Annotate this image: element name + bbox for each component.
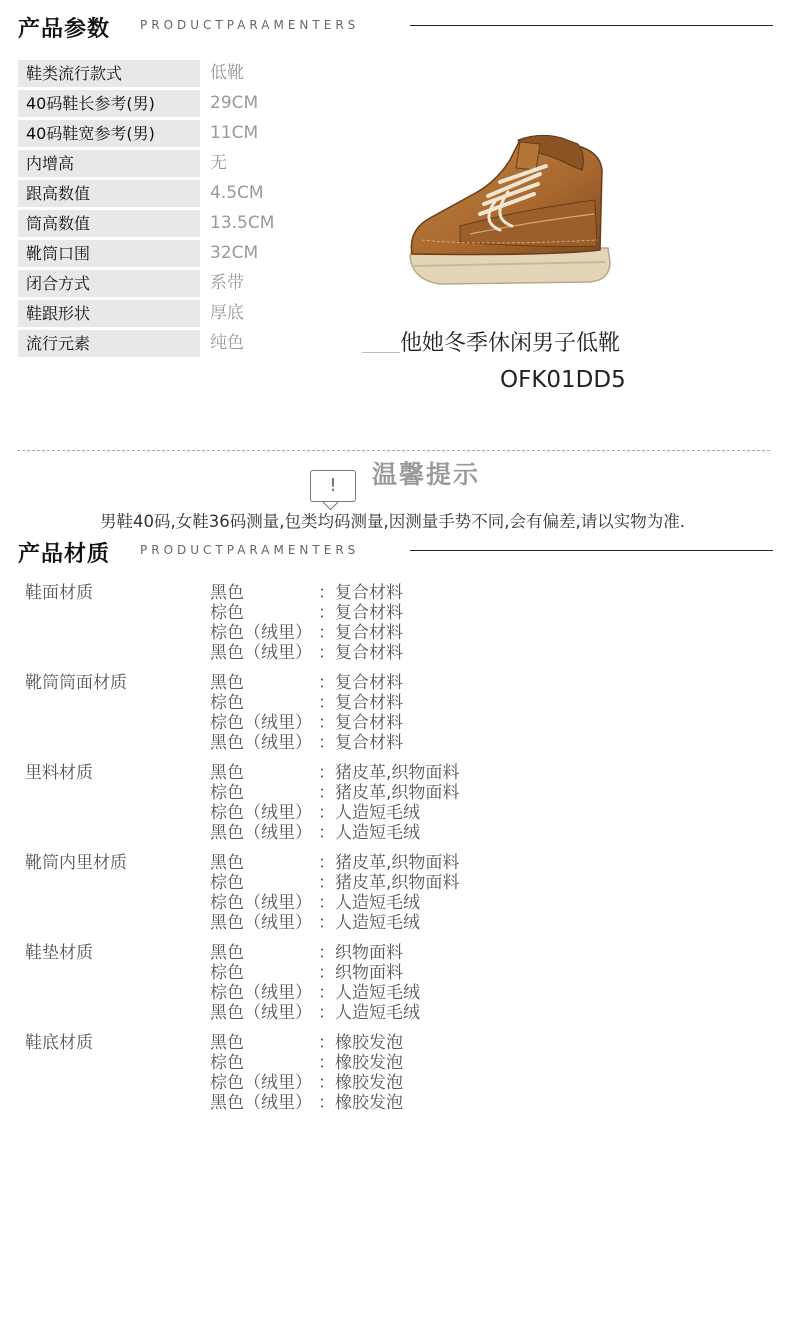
params-section-subtitle: PRODUCTPARAMENTERS <box>140 18 360 32</box>
param-key: 靴筒口围 <box>18 240 200 267</box>
material-color: 黑色（绒里） <box>210 733 312 753</box>
param-key: 筒高数值 <box>18 210 200 237</box>
material-group <box>25 673 725 763</box>
param-value: 32CM <box>210 243 259 263</box>
material-color: 棕色（绒里） <box>210 893 312 913</box>
param-key: 鞋跟形状 <box>18 300 200 327</box>
material-color: 棕色 <box>210 873 244 893</box>
material-value: ：人造短毛绒 <box>318 1003 420 1023</box>
param-row <box>18 240 318 270</box>
material-line <box>210 1033 403 1053</box>
material-line <box>210 893 420 913</box>
material-value: ：猪皮革,织物面料 <box>318 783 460 803</box>
material-line <box>210 643 403 663</box>
material-value: ：人造短毛绒 <box>318 913 420 933</box>
param-row <box>18 270 318 300</box>
param-key: 跟高数值 <box>18 180 200 207</box>
material-name: 鞋底材质 <box>25 1033 93 1053</box>
param-row <box>18 180 318 210</box>
material-color: 棕色（绒里） <box>210 623 312 643</box>
material-color: 黑色（绒里） <box>210 1093 312 1113</box>
param-value: 厚底 <box>210 303 244 323</box>
material-line <box>210 873 459 893</box>
material-value: ：橡胶发泡 <box>318 1053 403 1073</box>
material-color: 黑色 <box>210 583 244 603</box>
material-name: 靴筒内里材质 <box>25 853 127 873</box>
param-row <box>18 120 318 150</box>
material-color: 棕色 <box>210 783 244 803</box>
material-color: 黑色 <box>210 673 244 693</box>
material-color: 黑色（绒里） <box>210 823 312 843</box>
material-value: ：橡胶发泡 <box>318 1073 403 1093</box>
material-line <box>210 673 403 693</box>
param-value: 纯色 <box>210 333 244 353</box>
material-value: ：复合材料 <box>318 583 403 603</box>
material-line <box>210 623 403 643</box>
material-group <box>25 1033 725 1123</box>
materials-list <box>25 583 725 1123</box>
param-row <box>18 330 318 360</box>
param-key: 闭合方式 <box>18 270 200 297</box>
material-value: ：猪皮革,织物面料 <box>318 873 460 893</box>
material-value: ：人造短毛绒 <box>318 983 420 1003</box>
product-name: 他她冬季休闲男子低靴 <box>400 331 621 356</box>
param-row <box>18 60 318 90</box>
material-line <box>210 693 403 713</box>
material-value: ：织物面料 <box>318 943 403 963</box>
material-color: 棕色（绒里） <box>210 713 312 733</box>
materials-section-subtitle: PRODUCTPARAMENTERS <box>140 543 360 557</box>
params-header-rule <box>410 25 773 26</box>
material-line <box>210 853 459 873</box>
material-line <box>210 733 403 753</box>
material-line <box>210 983 420 1003</box>
param-row <box>18 210 318 240</box>
notice-divider <box>17 450 770 451</box>
param-key: 40码鞋长参考(男) <box>18 90 200 117</box>
exclamation-bubble-icon: ! <box>310 470 356 502</box>
material-color: 黑色 <box>210 943 244 963</box>
material-value: ：人造短毛绒 <box>318 823 420 843</box>
material-color: 黑色 <box>210 763 244 783</box>
material-line <box>210 1003 420 1023</box>
material-value: ：猪皮革,织物面料 <box>318 763 460 783</box>
param-value: 低靴 <box>210 63 244 83</box>
material-line <box>210 943 403 963</box>
material-value: ：复合材料 <box>318 693 403 713</box>
material-line <box>210 603 403 623</box>
material-line <box>210 823 420 843</box>
material-group <box>25 583 725 673</box>
param-row <box>18 300 318 330</box>
material-color: 黑色（绒里） <box>210 913 312 933</box>
param-value: 无 <box>210 153 227 173</box>
param-value: 29CM <box>210 93 259 113</box>
material-name: 鞋垫材质 <box>25 943 93 963</box>
material-line <box>210 583 403 603</box>
material-value: ：织物面料 <box>318 963 403 983</box>
material-color: 棕色（绒里） <box>210 803 312 823</box>
material-color: 棕色 <box>210 603 244 623</box>
param-value: 系带 <box>210 273 244 293</box>
material-line <box>210 1073 403 1093</box>
material-name: 靴筒筒面材质 <box>25 673 127 693</box>
notice-title: 温馨提示 <box>372 460 481 489</box>
material-color: 黑色（绒里） <box>210 643 312 663</box>
material-name: 里料材质 <box>25 763 93 783</box>
material-value: ：复合材料 <box>318 713 403 733</box>
product-name-rule <box>362 352 400 353</box>
material-line <box>210 783 459 803</box>
material-color: 棕色（绒里） <box>210 983 312 1003</box>
material-line <box>210 713 403 733</box>
material-line <box>210 1093 403 1113</box>
material-line <box>210 963 403 983</box>
material-group <box>25 763 725 853</box>
param-key: 内增高 <box>18 150 200 177</box>
param-key: 鞋类流行款式 <box>18 60 200 87</box>
material-name: 鞋面材质 <box>25 583 93 603</box>
material-line <box>210 913 420 933</box>
param-value: 4.5CM <box>210 183 264 203</box>
param-value: 11CM <box>210 123 259 143</box>
product-boot-image <box>400 130 620 295</box>
material-value: ：复合材料 <box>318 673 403 693</box>
material-value: ：人造短毛绒 <box>318 893 420 913</box>
params-table <box>18 60 318 360</box>
param-key: 流行元素 <box>18 330 200 357</box>
material-value: ：复合材料 <box>318 733 403 753</box>
material-value: ：橡胶发泡 <box>318 1033 403 1053</box>
param-row <box>18 150 318 180</box>
material-color: 棕色 <box>210 963 244 983</box>
material-group <box>25 943 725 1033</box>
param-row <box>18 90 318 120</box>
material-color: 黑色 <box>210 1033 244 1053</box>
material-value: ：猪皮革,织物面料 <box>318 853 460 873</box>
material-value: ：复合材料 <box>318 603 403 623</box>
material-color: 黑色 <box>210 853 244 873</box>
material-value: ：复合材料 <box>318 623 403 643</box>
notice-text: 男鞋40码,女鞋36码测量,包类均码测量,因测量手势不同,会有偏差,请以实物为准. <box>100 512 685 531</box>
materials-header-rule <box>410 550 773 551</box>
material-color: 棕色 <box>210 1053 244 1073</box>
material-color: 棕色 <box>210 693 244 713</box>
material-group <box>25 853 725 943</box>
param-key: 40码鞋宽参考(男) <box>18 120 200 147</box>
materials-section-title: 产品材质 <box>18 542 111 567</box>
material-value: ：橡胶发泡 <box>318 1093 403 1113</box>
param-value: 13.5CM <box>210 213 275 233</box>
material-color: 棕色（绒里） <box>210 1073 312 1093</box>
material-value: ：复合材料 <box>318 643 403 663</box>
product-code: OFK01DD5 <box>500 367 626 393</box>
material-value: ：人造短毛绒 <box>318 803 420 823</box>
material-line <box>210 803 420 823</box>
params-section-title: 产品参数 <box>18 17 111 42</box>
material-line <box>210 763 459 783</box>
material-color: 黑色（绒里） <box>210 1003 312 1023</box>
material-line <box>210 1053 403 1073</box>
